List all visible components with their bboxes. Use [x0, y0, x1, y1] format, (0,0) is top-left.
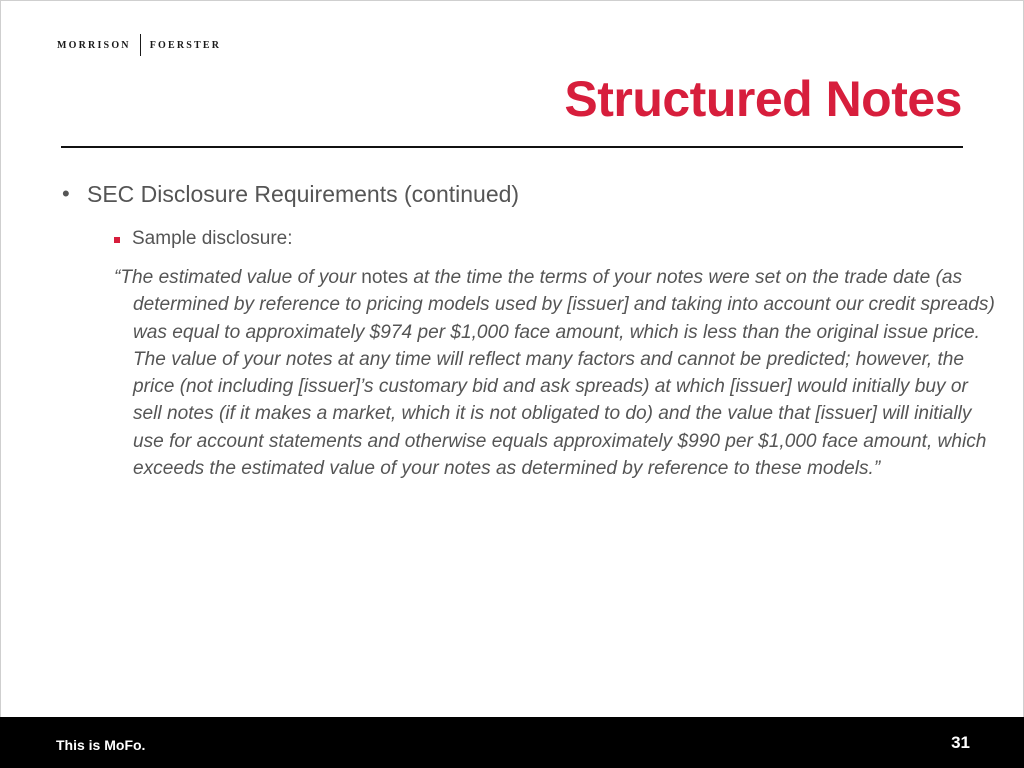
disclosure-quote	[114, 264, 995, 482]
bullet-level1	[62, 178, 519, 210]
bullet-level1-text: SEC Disclosure Requirements (continued)	[87, 181, 520, 207]
square-bullet-icon	[114, 237, 120, 243]
logo-divider	[140, 34, 141, 56]
logo-left-text: MORRISON	[57, 39, 131, 51]
bullet-level2-text: Sample disclosure:	[132, 228, 293, 249]
footer-bar	[0, 717, 1024, 768]
logo-right-text: FOERSTER	[149, 39, 222, 51]
quote-part1: The estimated value of your	[120, 267, 356, 288]
slide-title: Structured Notes	[564, 71, 962, 127]
quote-open: “	[114, 267, 121, 288]
title-rule	[61, 146, 963, 148]
quote-part2: notes	[355, 267, 414, 288]
bullet-dot-icon: •	[62, 181, 70, 206]
footer-tagline: This is MoFo.	[56, 737, 146, 753]
morrison-foerster-logo	[57, 34, 221, 56]
quote-part3: at the time the terms of your notes were set on the trade date (as determined by reference to pricing models used by [issuer] and taking into account our credit spreads) was equal to approximately $974 per $1,000 face amount, which is less than the original issue price. The value of your notes at any time will reflect many factors and cannot be predicted; however, the price (not including [issuer]’s customary bid and ask spreads) at which [issuer] would initially buy or sell notes (if it makes a market, which it is not obligated to do) and the value that [issuer] will initially use for account statements and otherwise equals approximately $990 per $1,000 face amount, which exceeds the estimated value of your notes as determined by reference to these models.”	[133, 267, 995, 480]
page-number: 31	[951, 733, 970, 752]
bullet-level2	[114, 226, 293, 252]
